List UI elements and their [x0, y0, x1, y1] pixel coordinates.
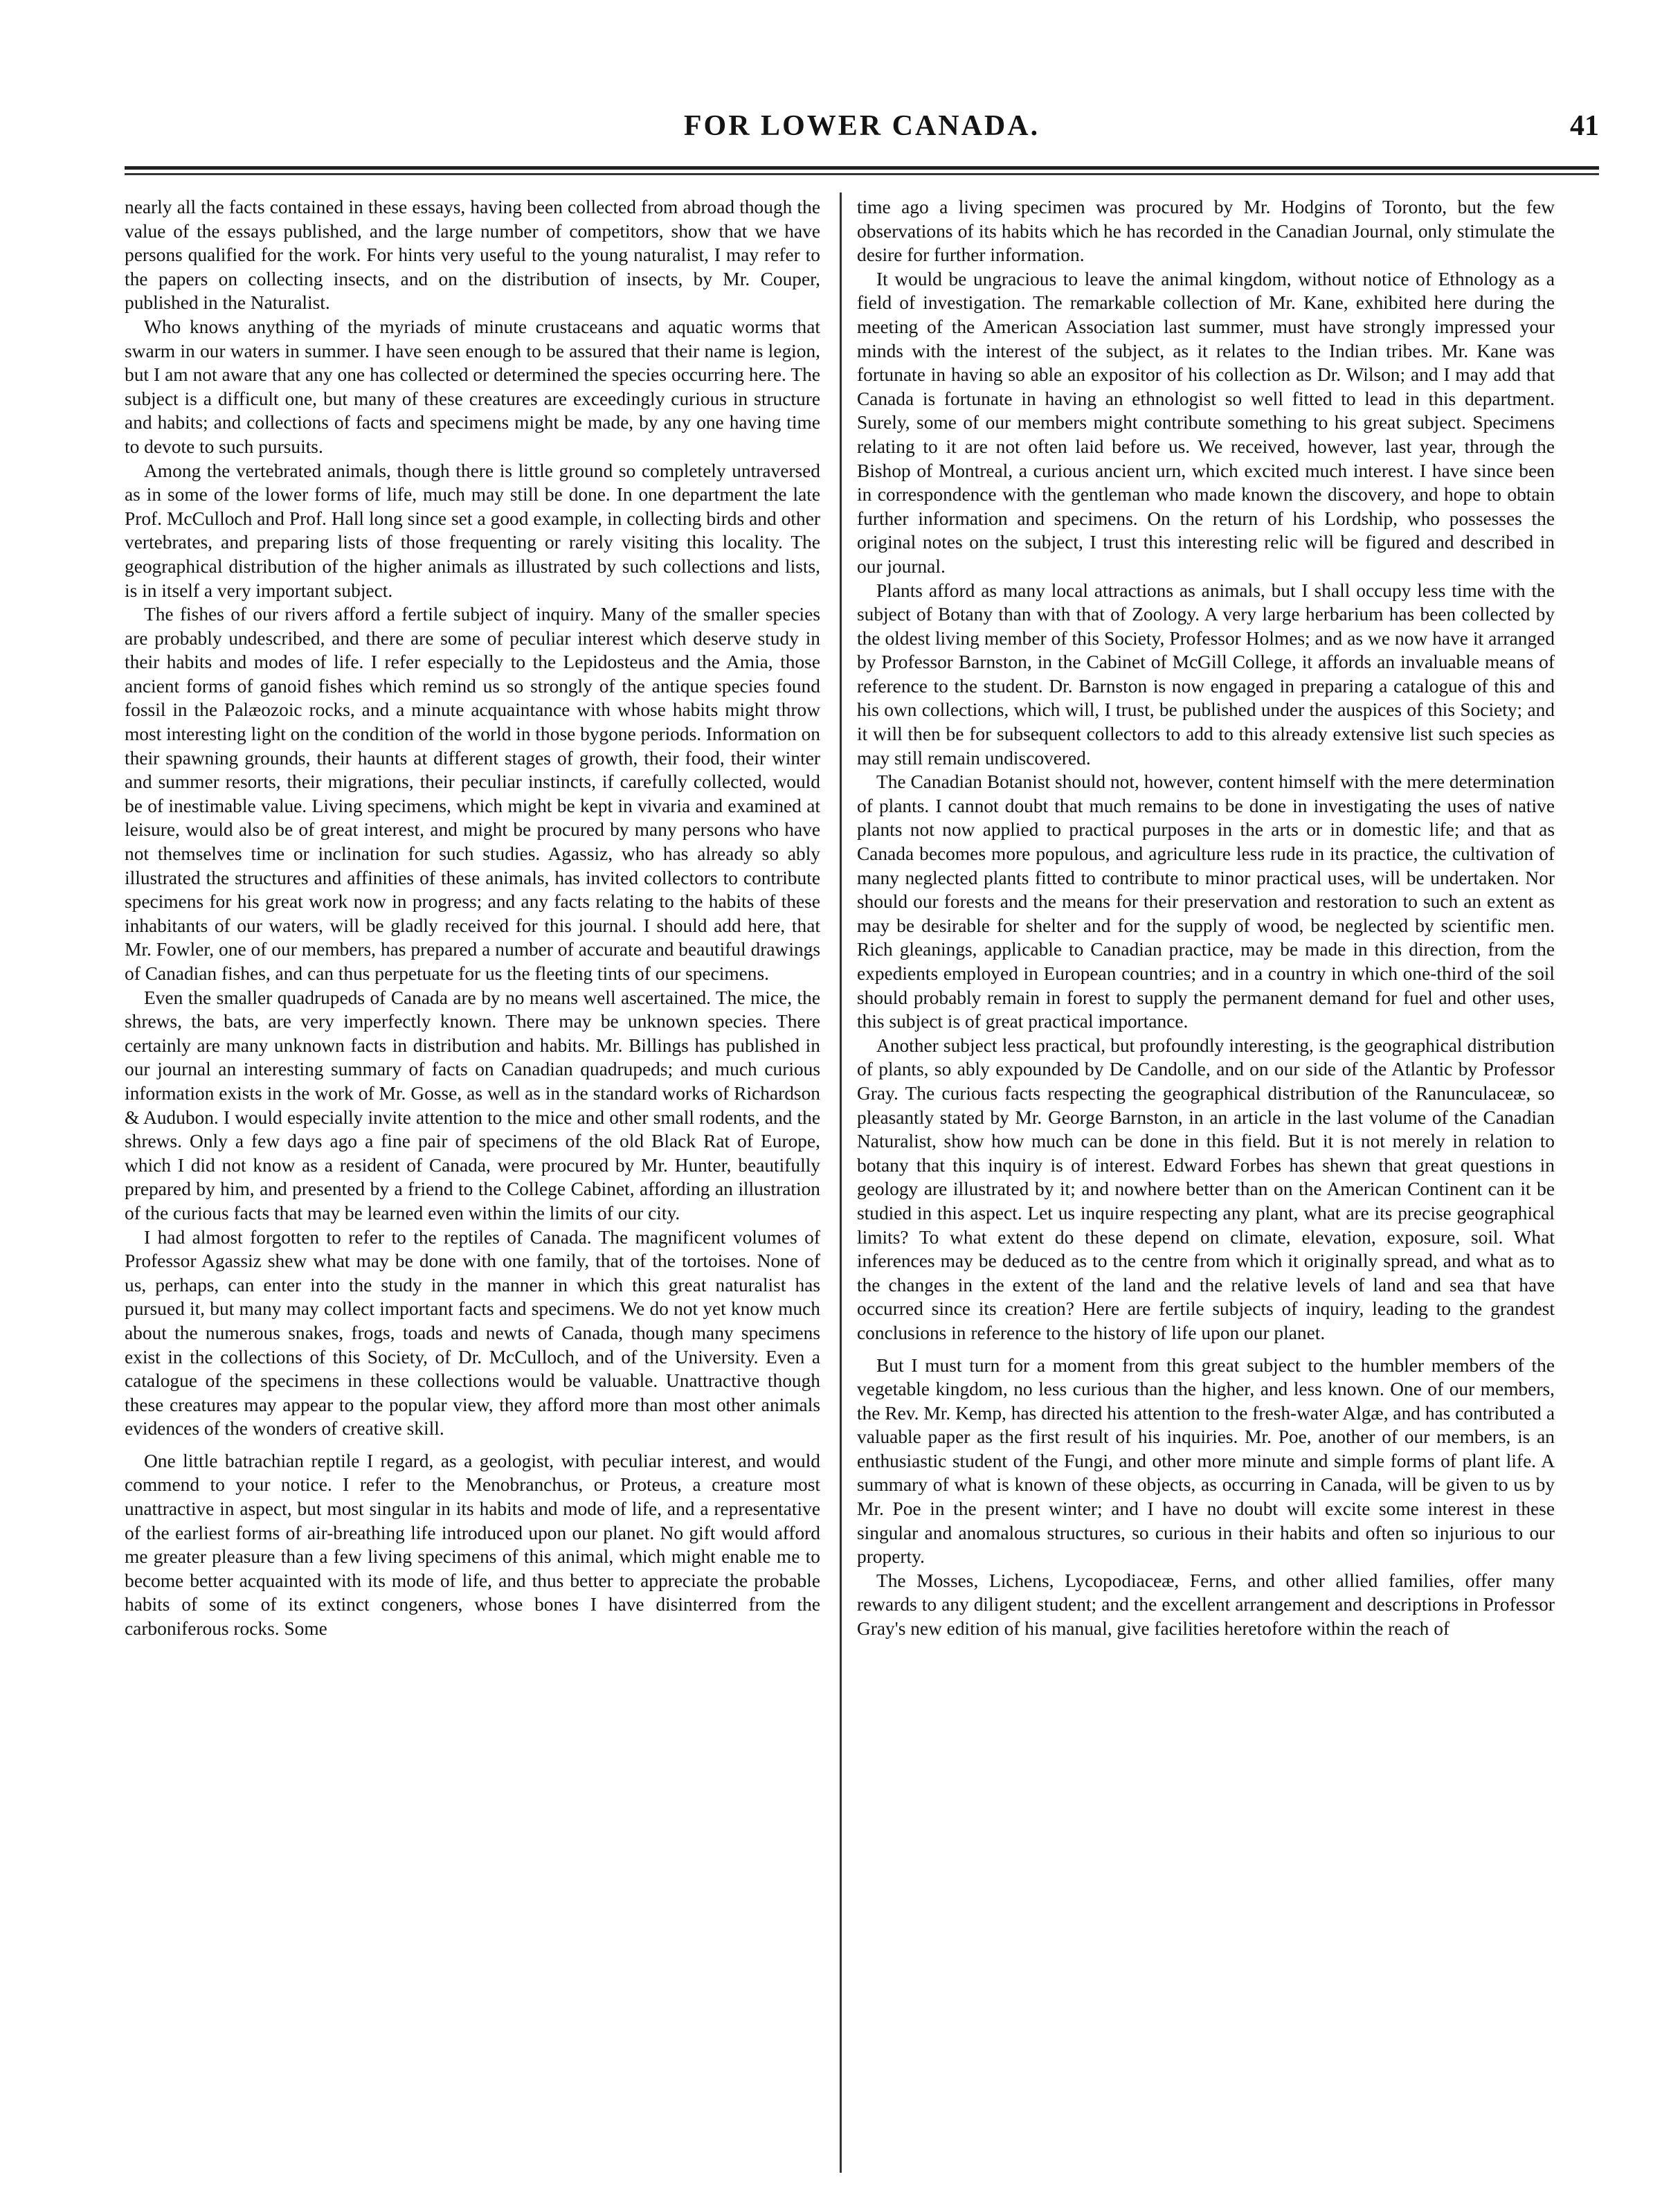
paragraph: nearly all the facts contained in these essays, having been collected from abroad though the value of the essays published, and the large number of competitors, show that we have persons qualified for the work. For hints very useful to the young naturalist, I may refer to the papers on collecting insects, and on the distribution of insects, by Mr. Couper, published in the Naturalist. [125, 197, 820, 314]
left-column [125, 195, 820, 1641]
paragraph: Another subject less practical, but profoundly interesting, is the geographical distribution of plants, so ably expounded by De Candolle, and on our side of the Atlantic by Professor Gray. The curious facts respecting the geographical distribution of the Ranunculaceæ, so pleasantly stated by Mr. George Barnston, in an article in the last volume of the Canadian Naturalist, show how much can be done in this field. But it is not merely in relation to botany that this inquiry is of interest. Edward Forbes has shewn that great questions in geology are illustrated by it; and nowhere better than on the American Continent can it be studied in this aspect. Let us inquire respecting any plant, what are its precise geographical limits? To what extent do these depend on climate, elevation, exposure, soil. What inferences may be deduced as to the centre from which it originally spread, and what as to the changes in the extent of the land and the relative levels of land and sea that have occurred since its creation? Here are fertile subjects of inquiry, leading to the grandest conclusions in reference to the history of life upon our planet. [857, 1034, 1555, 1343]
page-number: 41 [1570, 110, 1599, 142]
header-rule-bottom [125, 173, 1599, 175]
paragraph: Among the vertebrated animals, though there is little ground so completely untraversed as in some of the lower forms of life, much may still be done. In one department the late Prof. McCulloch and Prof. Hall long since set a good example, in collecting birds and other vertebrates, and preparing lists of those frequenting or rarely visiting this locality. The geographical distribution of the higher animals as illustrated by such collections and lists, is in itself a very important subject. [125, 460, 820, 601]
paragraph: Who knows anything of the myriads of minute crustaceans and aquatic worms that swarm in our waters in summer. I have seen enough to be assured that their name is legion, but I am not aware that any one has collected or determined the species occurring here. The subject is a difficult one, but many of these creatures are exceedingly curious in structure and habits; and collections of facts and specimens might be made, by any one having time to devote to such pursuits. [125, 316, 820, 457]
paragraph: I had almost forgotten to refer to the reptiles of Canada. The magnificent volumes of Professor Agassiz shew what may be done with one family, that of the tortoises. None of us, perhaps, can enter into the study in the manner in which this great naturalist has pursued it, but many may collect important facts and specimens. We do not yet know much about the numerous snakes, frogs, toads and newts of Canada, though many specimens exist in the collections of this Society, of Dr. McCulloch, and of the University. Even a catalogue of the specimens in these collections would be valuable. Unattractive though these creatures may appear to the popular view, they afford more than most other animals evidences of the wonders of creative skill. [125, 1226, 820, 1440]
paragraph: But I must turn for a moment from this great subject to the humbler members of the vegetable kingdom, no less curious than the higher, and less known. One of our members, the Rev. Mr. Kemp, has directed his attention to the fresh-water Algæ, and has contributed a valuable paper as the first result of his inquiries. Mr. Poe, another of our members, is an enthusiastic student of the Fungi, and other more minute and simple forms of plant life. A summary of what is known of these objects, as occurring in Canada, will be given to us by Mr. Poe in the present winter; and I have no doubt will excite some interest in these singular and anomalous structures, so curious in their habits and often so injurious to our property. [857, 1354, 1555, 1568]
paragraph: One little batrachian reptile I regard, as a geologist, with peculiar interest, and would commend to your notice. I refer to the Menobranchus, or Proteus, a creature most unattractive in aspect, but most singular in its habits and mode of life, and a representative of the earliest forms of air-breathing life introduced upon our planet. No gift would afford me greater pleasure than a few living specimens of this animal, which might enable me to become better acquainted with its mode of life, and thus better to appreciate the probable habits of some of its extinct congeners, whose bones I have disinterred from the carboniferous rocks. Some [125, 1450, 820, 1640]
paragraph: The Canadian Botanist should not, however, content himself with the mere determination of plants. I cannot doubt that much remains to be done in investigating the uses of native plants not now applied to practical purposes in the arts or in domestic life; and that as Canada becomes more populous, and agriculture less rude in its practice, the cultivation of many neglected plants fitted to contribute to minor practical uses, will be undertaken. Nor should our forests and the means for their preservation and restoration to such an extent as may be desirable for shelter and for the supply of wood, be neglected by scientific men. Rich gleanings, applicable to Canadian practice, may be made in this direction, from the expedients employed in European countries; and in a country in which one-third of the soil should probably remain in forest to supply the permanent demand for fuel and other uses, this subject is of great practical importance. [857, 771, 1555, 1032]
paragraph: Even the smaller quadrupeds of Canada are by no means well ascertained. The mice, the shrews, the bats, are very imperfectly known. There may be unknown species. There certainly are many unknown facts in distribution and habits. Mr. Billings has published in our journal an interesting summary of facts on Canadian quadrupeds; and much curious information exists in the work of Mr. Gosse, as well as in the standard works of Richardson & Audubon. I would especially invite attention to the mice and other small rodents, and the shrews. Only a few days ago a fine pair of specimens of the old Black Rat of Europe, which I did not know as a resident of Canada, were procured by Mr. Hunter, beautifully prepared by him, and presented by a friend to the College Cabinet, affording an illustration of the curious facts that may be learned even within the limits of our city. [125, 987, 820, 1223]
page-header [125, 104, 1599, 145]
paragraph: The fishes of our rivers afford a fertile subject of inquiry. Many of the smaller species are probably undescribed, and there are some of peculiar interest which deserve study in their habits and modes of life. I refer especially to the Lepidosteus and the Amia, those ancient forms of ganoid fishes which remind us so strongly of the antique species found fossil in the Palæozoic rocks, and a minute acquaintance with whose habits might throw most interesting light on the condition of the world in those bygone periods. Information on their spawning grounds, their haunts at different stages of growth, their food, their winter and summer resorts, their migrations, their peculiar instincts, if carefully collected, would be of inestimable value. Living specimens, which might be kept in vivaria and examined at leisure, would also be of great interest, and might be procured by many persons who have not themselves time or inclination for such studies. Agassiz, who has already so ably illustrated the structures and affinities of these animals, has invited collectors to contribute specimens for his great work now in progress; and any facts relating to the habits of these inhabitants of our waters, will be gladly received for this journal. I should add here, that Mr. Fowler, one of our members, has prepared a number of accurate and beautiful drawings of Canadian fishes, and can thus perpetuate for us the fleeting tints of our specimens. [125, 604, 820, 984]
paragraph: It would be ungracious to leave the animal kingdom, without notice of Ethnology as a field of investigation. The remarkable collection of Mr. Kane, exhibited here during the meeting of the American Association last summer, must have strongly impressed your minds with the interest of the subject, as it relates to the Indian tribes. Mr. Kane was fortunate in having so able an expositor of his collection as Dr. Wilson; and I may add that Canada is fortunate in having an ethnologist so well fitted to lead in this department. Surely, some of our members might contribute something to his great subject. Specimens relating to it are not often laid before us. We received, however, last year, through the Bishop of Montreal, a curious ancient urn, which excited much interest. I have since been in correspondence with the gentleman who made known the discovery, and hope to obtain further information and specimens. On the return of his Lordship, who possesses the original notes on the subject, I trust this interesting relic will be figured and described in our journal. [857, 268, 1555, 577]
running-title: FOR LOWER CANADA. [683, 110, 1040, 142]
header-rule [125, 166, 1599, 179]
paragraph: The Mosses, Lichens, Lycopodiaceæ, Ferns, and other allied families, offer many rewards to any diligent student; and the excellent arrangement and descriptions in Professor Gray's new edition of his manual, give facilities heretofore within the reach of [857, 1570, 1555, 1640]
column-divider [840, 192, 842, 2173]
right-column [857, 195, 1555, 1641]
paragraph: Plants afford as many local attractions as animals, but I shall occupy less time with the subject of Botany than with that of Zoology. A very large herbarium has been collected by the oldest living member of this Society, Professor Holmes; and as we now have it arranged by Professor Barnston, in the Cabinet of McGill College, it affords an invaluable means of reference to the student. Dr. Barnston is now engaged in preparing a catalogue of this and his own collections, which will, I trust, be published under the auspices of this Society; and it will then be for subsequent collectors to add to this already extensive list such species as may still remain undiscovered. [857, 580, 1555, 769]
header-rule-top [125, 166, 1599, 170]
paragraph: time ago a living specimen was procured by Mr. Hodgins of Toronto, but the few observations of its habits which he has recorded in the Canadian Journal, only stimulate the desire for further information. [857, 197, 1555, 266]
